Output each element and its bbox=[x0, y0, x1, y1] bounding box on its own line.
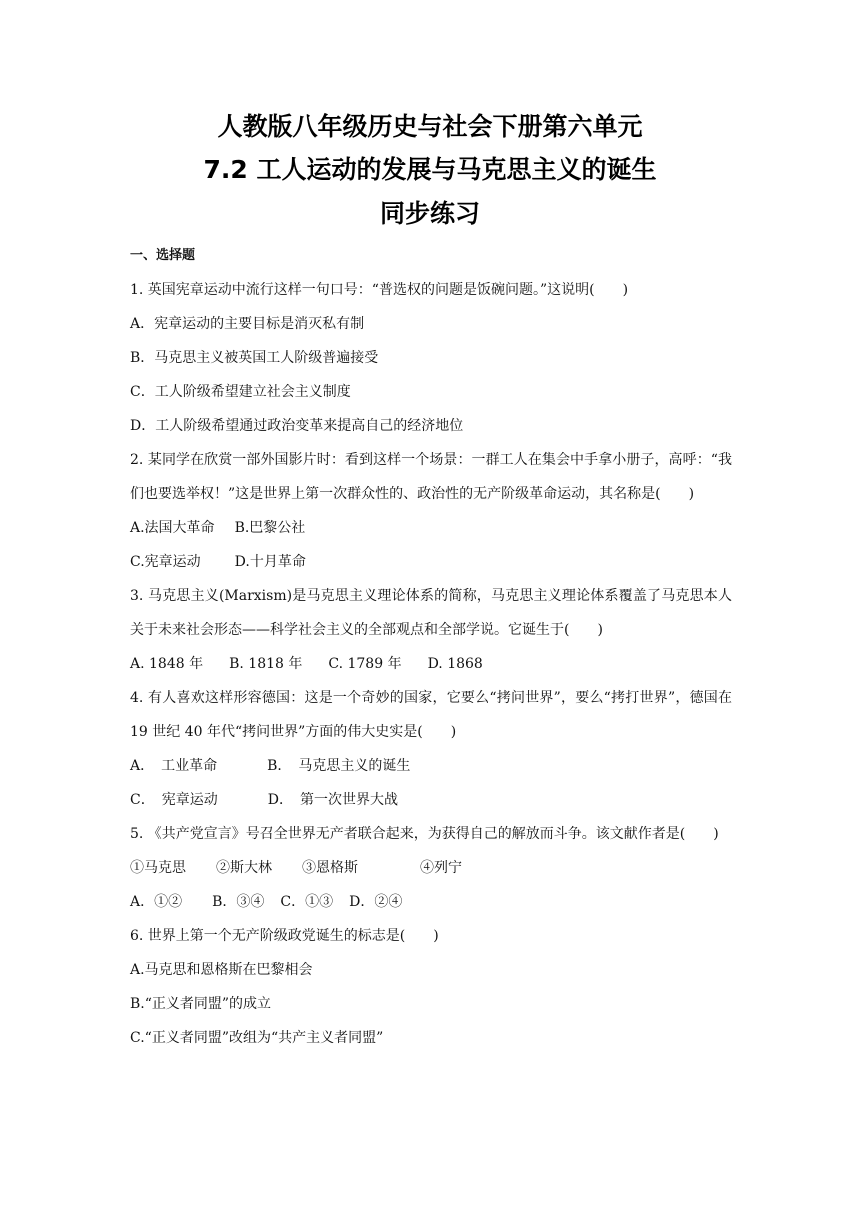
question-6-option-c: C.“正义者同盟”改组为“共产主义者同盟” bbox=[130, 1030, 384, 1046]
question-6-option-b: B.“正义者同盟”的成立 bbox=[130, 996, 272, 1012]
question-5-items bbox=[130, 851, 732, 885]
question-5-option-d: D．②④ bbox=[349, 894, 403, 910]
question-2-options-row-2 bbox=[130, 545, 732, 579]
question-5-option-a: A．①② bbox=[130, 894, 183, 910]
question-4-stem: 4. 有人喜欢这样形容德国：这是一个奇妙的国家，它要么“拷问世界”，要么“拷打世界”，德国在 19 世纪 40 年代“拷问世界”方面的伟大史实是( ) bbox=[130, 690, 732, 740]
question-5-option-b: B．③④ bbox=[212, 894, 265, 910]
question-2-option-c: C.宪章运动 bbox=[130, 554, 201, 570]
question-5-option-c: C．①③ bbox=[280, 894, 334, 910]
question-4-option-a: A． 工业革命 bbox=[130, 758, 218, 774]
question-2-option-a: A.法国大革命 bbox=[130, 520, 215, 536]
document-body bbox=[130, 245, 732, 1055]
question-6-stem: 6. 世界上第一个无产阶级政党诞生的标志是( ) bbox=[130, 928, 439, 944]
question-3-option-b: B. 1818 年 bbox=[229, 656, 303, 672]
question-3-option-a: A. 1848 年 bbox=[130, 656, 204, 672]
question-3-option-c: C. 1789 年 bbox=[328, 656, 402, 672]
question-3-option-d: D. 1868 bbox=[427, 656, 483, 672]
question-3-stem: 3. 马克思主义(Marxism)是马克思主义理论体系的简称，马克思主义理论体系覆盖了马克思本人关于未来社会形态——科学社会主义的全部观点和全部学说。它诞生于( ) bbox=[130, 588, 732, 638]
section-heading: 一、选择题 bbox=[130, 248, 196, 263]
question-1-stem: 1. 英国宪章运动中流行这样一句口号：“普选权的问题是饭碗问题。”这说明( ) bbox=[130, 282, 629, 298]
question-4-option-d: D． 第一次世界大战 bbox=[267, 792, 398, 808]
document-title-line-3: 同步练习 bbox=[379, 199, 480, 228]
question-5-item-3: ③恩格斯 bbox=[302, 860, 358, 876]
question-5-stem: 5. 《共产党宣言》号召全世界无产者联合起来，为获得自己的解放而斗争。该文献作者是( ) bbox=[130, 826, 719, 842]
question-1-option-d: D．工人阶级希望通过政治变革来提高自己的经济地位 bbox=[130, 418, 464, 434]
question-2-stem: 2. 某同学在欣赏一部外国影片时：看到这样一个场景：一群工人在集会中手拿小册子，高呼：“我们也要选举权！”这是世界上第一次群众性的、政治性的无产阶级革命运动，其名称是( ) bbox=[130, 452, 732, 502]
document-title-line-1: 人教版八年级历史与社会下册第六单元 bbox=[217, 112, 643, 141]
document-title-line-2: 7.2 工人运动的发展与马克思主义的诞生 bbox=[203, 155, 657, 184]
question-4-options-row-1 bbox=[130, 749, 732, 783]
question-2-option-d: D.十月革命 bbox=[234, 554, 306, 570]
question-4-option-b: B． 马克思主义的诞生 bbox=[267, 758, 411, 774]
question-5-options bbox=[130, 885, 732, 919]
question-5-item-4: ④列宁 bbox=[420, 860, 462, 876]
question-1-option-b: B．马克思主义被英国工人阶级普遍接受 bbox=[130, 350, 379, 366]
question-1-option-c: C．工人阶级希望建立社会主义制度 bbox=[130, 384, 351, 400]
question-5-item-2: ②斯大林 bbox=[216, 860, 272, 876]
question-6-option-a: A.马克思和恩格斯在巴黎相会 bbox=[130, 962, 313, 978]
question-5-item-1: ①马克思 bbox=[130, 860, 186, 876]
question-1-option-a: A．宪章运动的主要目标是消灭私有制 bbox=[130, 316, 365, 332]
question-4-option-c: C． 宪章运动 bbox=[130, 792, 218, 808]
question-4-options-row-2 bbox=[130, 783, 732, 817]
question-2-options-row-1 bbox=[130, 511, 732, 545]
question-3-options bbox=[130, 647, 732, 681]
question-2-option-b: B.巴黎公社 bbox=[234, 520, 306, 536]
